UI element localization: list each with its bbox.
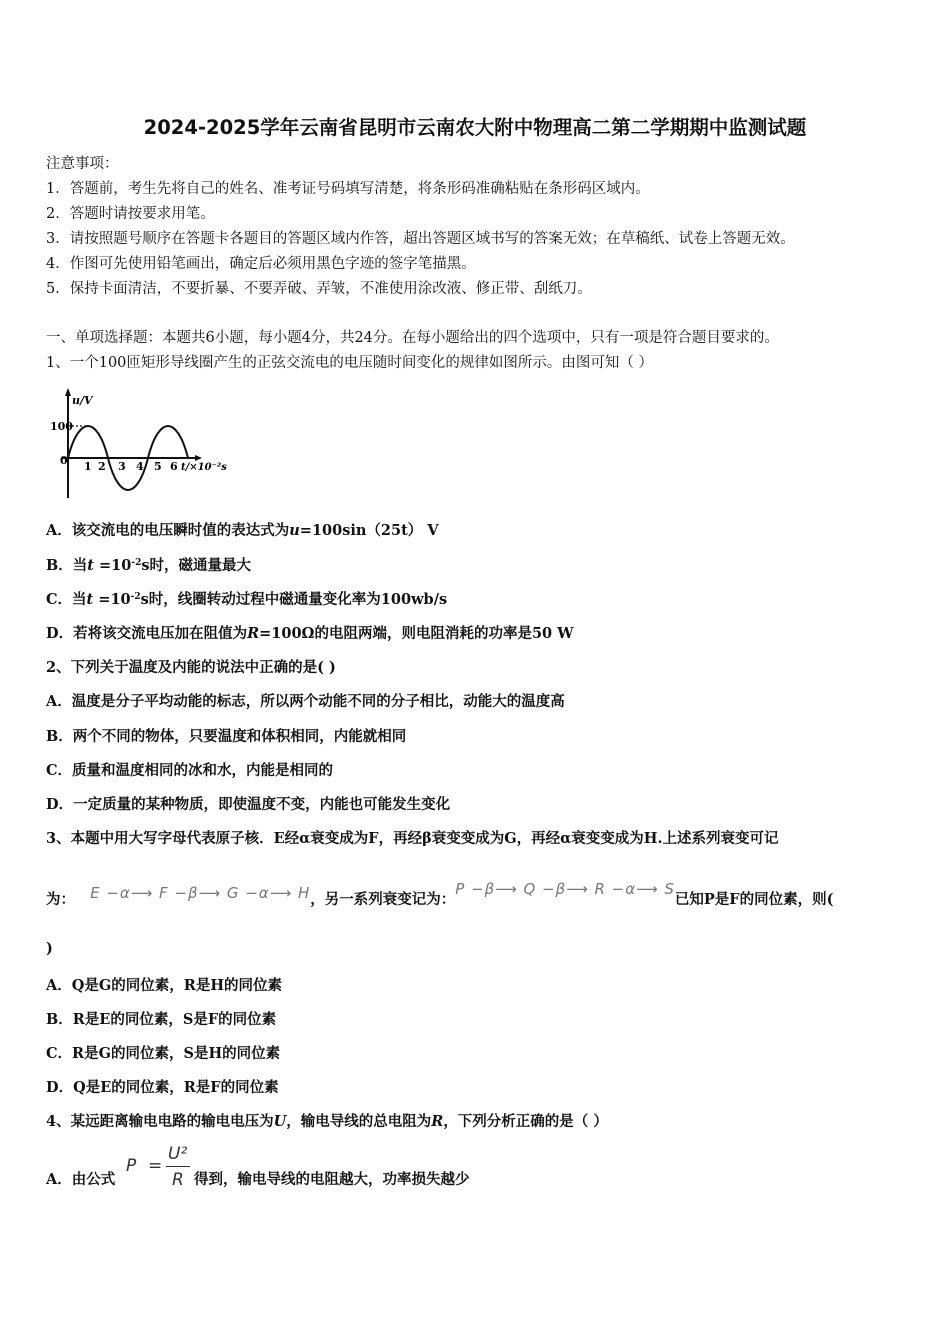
q3-mid: ，另一系列衰变记为：	[310, 891, 456, 908]
voltage-graph	[50, 388, 230, 503]
q3-option-c[interactable]: C．R是G的同位素，S是H的同位素	[46, 1045, 281, 1062]
q3-suffix: 已知P是F的同位素，则(	[674, 891, 834, 908]
graph-xlabel: t/×10⁻²s	[181, 462, 227, 473]
notice-item-1: 1．答题前，考生先将自己的姓名、准考证号码填写清楚，将条形码准确粘贴在条形码区域内。	[46, 181, 650, 197]
q3-prefix: 为：	[46, 891, 75, 908]
graph-tick-6: 6	[170, 460, 178, 473]
q1-b-var: t	[87, 557, 94, 574]
q3-stem-line2	[46, 880, 834, 909]
q4-stem-text: 4、某远距离输电电路的输电电压为	[46, 1113, 274, 1130]
q4-a-text-end: 得到，输电导线的电阻越大，功率损失越少	[194, 1171, 470, 1188]
q1-a-text-end: =100sin（25t） V	[299, 522, 439, 539]
q1-b-text-end: s时，磁通量最大	[141, 557, 252, 574]
decay-chain-1: E −α⟶ F −β⟶ G −α⟶ H	[90, 884, 311, 902]
q1-c-text: C．当	[46, 591, 87, 608]
graph-y-arrow	[65, 388, 71, 396]
q1-d-var: R	[247, 625, 260, 642]
section-heading: 一、单项选择题：本题共6小题，每小题4分，共24分。在每小题给出的四个选项中，只有一项是符合题目要求的。	[46, 330, 779, 346]
q1-c-mid: =10	[93, 591, 131, 608]
notice-heading: 注意事项：	[46, 156, 119, 172]
notice-item-4: 4．作图可先使用铅笔画出，确定后必须用黑色字迹的签字笔描黑。	[46, 256, 476, 272]
q2-option-d[interactable]: D．一定质量的某种物质，即使温度不变，内能也可能发生变化	[46, 796, 451, 813]
formula-fraction-bar	[166, 1166, 190, 1167]
q3-option-b[interactable]: B．R是E的同位素，S是F的同位素	[46, 1011, 277, 1028]
q1-a-var: u	[289, 522, 300, 539]
q4-var-u: U	[273, 1113, 287, 1130]
graph-tick-4: 4	[136, 460, 144, 473]
q3-stem: 3、本题中用大写字母代表原子核．E经α衰变成为F，再经β衰变变成为G，再经α衰变变成为H.上述系列衰变可记	[46, 830, 779, 847]
q4-option-a[interactable]	[46, 1168, 115, 1189]
q1-option-d[interactable]	[46, 622, 573, 643]
q1-c-text-end: s时，线圈转动过程中磁通量变化率为100wb/s	[140, 591, 448, 608]
q1-c-exp: -2	[130, 592, 141, 602]
q1-a-text: A．该交流电的电压瞬时值的表达式为	[46, 522, 290, 539]
q1-c-var: t	[86, 591, 94, 608]
decay-chain-2: P −β⟶ Q −β⟶ R −α⟶ S	[455, 880, 675, 898]
graph-tick-3: 3	[118, 460, 126, 473]
notice-item-5: 5．保持卡面清洁，不要折暴、不要弄破、弄皱，不准使用涂改液、修正带、刮纸刀。	[46, 281, 592, 297]
q4-stem	[46, 1110, 608, 1131]
q1-d-text-end: =100Ω的电阻两端，则电阻消耗的功率是50 W	[259, 625, 574, 642]
q4-var-r: R	[431, 1113, 444, 1130]
graph-x-arrow	[195, 455, 202, 461]
q1-option-a[interactable]	[46, 519, 439, 540]
formula-lhs: P	[126, 1156, 137, 1176]
q1-b-exp: -2	[131, 558, 142, 568]
q2-option-c[interactable]: C．质量和温度相同的冰和水，内能是相同的	[46, 762, 334, 779]
q1-b-mid: =10	[93, 557, 132, 574]
q1-d-text: D．若将该交流电压加在阻值为	[46, 625, 248, 642]
notice-item-3: 3．请按照题号顺序在答题卡各题目的答题区域内作答，超出答题区域书写的答案无效；在草稿纸、试卷上答题无效。	[46, 231, 795, 247]
page-title: 2024-2025学年云南省昆明市云南农大附中物理高二第二学期期中监测试题	[143, 116, 807, 139]
q1-b-text: B．当	[46, 557, 88, 574]
q3-stem-line3: )	[46, 940, 53, 957]
formula-denominator: R	[172, 1170, 184, 1190]
formula-numerator: U²	[168, 1144, 188, 1164]
q3-option-a[interactable]: A．Q是G的同位素，R是H的同位素	[46, 977, 283, 994]
q4-a-text: A．由公式	[46, 1171, 116, 1188]
q1-option-b[interactable]	[46, 554, 251, 575]
formula-eq: =	[148, 1156, 163, 1176]
graph-origin-label: 0	[60, 454, 68, 467]
graph-tick-2: 2	[98, 460, 106, 473]
q4-stem-end: ，下列分析正确的是（ ）	[443, 1113, 608, 1130]
q4-stem-mid: ，输电导线的总电阻为	[286, 1113, 432, 1130]
graph-peak-label: 100	[50, 420, 73, 433]
graph-tick-5: 5	[154, 460, 162, 473]
q2-option-b[interactable]: B．两个不同的物体，只要温度和体积相同，内能就相同	[46, 728, 407, 745]
q1-option-c[interactable]	[46, 588, 447, 609]
graph-tick-1: 1	[84, 460, 92, 473]
q2-stem: 2、下列关于温度及内能的说法中正确的是( )	[46, 659, 336, 676]
q2-option-a[interactable]: A．温度是分子平均动能的标志，所以两个动能不同的分子相比，动能大的温度高	[46, 693, 565, 710]
q3-option-d[interactable]: D．Q是E的同位素，R是F的同位素	[46, 1079, 279, 1096]
notice-item-2: 2．答题时请按要求用笔。	[46, 206, 215, 222]
q1-stem: 1、一个100匝矩形导线圈产生的正弦交流电的电压随时间变化的规律如图所示。由图可知（ ）	[46, 355, 654, 371]
graph-ylabel: u/V	[72, 394, 93, 407]
